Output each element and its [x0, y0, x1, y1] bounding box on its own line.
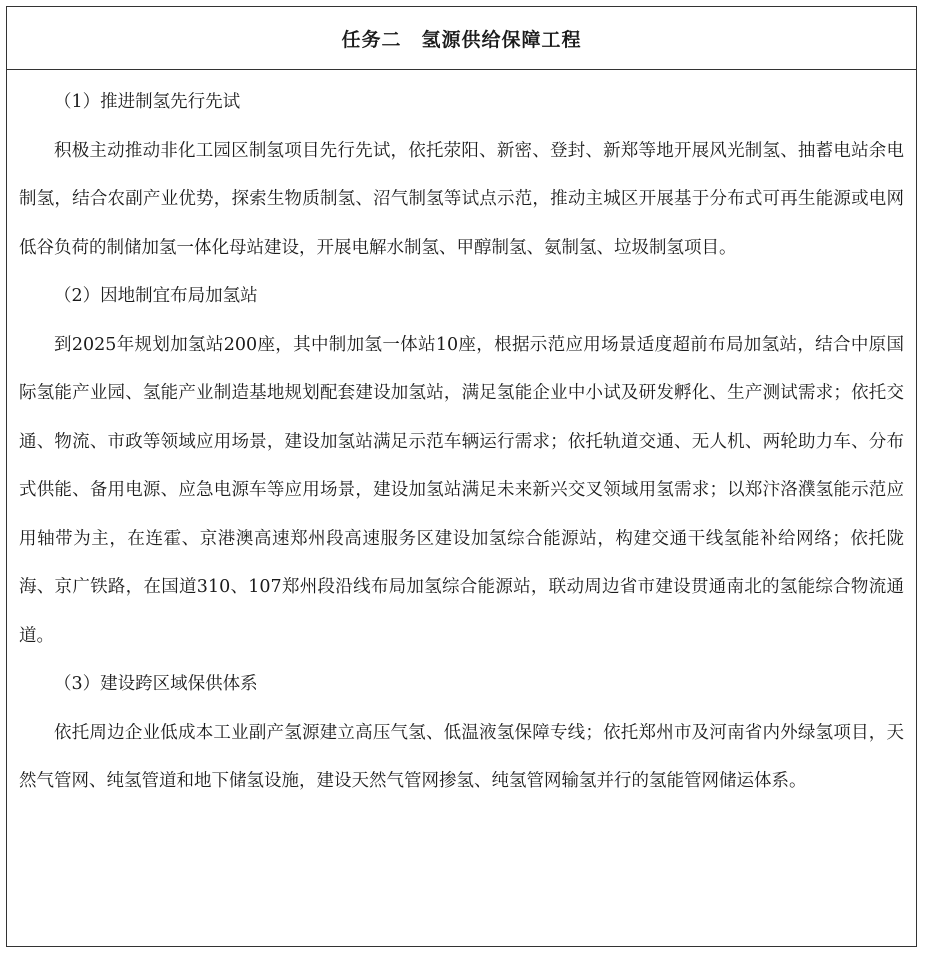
body-paragraph-1: 积极主动推动非化工园区制氢项目先行先试，依托荥阳、新密、登封、新郑等地开展风光制氢、抽蓄电站余电制氢，结合农副产业优势，探索生物质制氢、沼气制氢等试点示范，推动主城区开展基于分布式可再生能源或电网低谷负荷的制储加氢一体化母站建设，开展电解水制氢、甲醇制氢、氨制氢、垃圾制氢项目。 — [19, 140, 904, 258]
document-table — [6, 6, 917, 947]
title-row — [7, 7, 916, 70]
section-heading-3: （3）建设跨区域保供体系 — [54, 674, 258, 694]
document-title: 任务二 氢源供给保障工程 — [341, 28, 582, 51]
body-paragraph-2: 到2025年规划加氢站200座，其中制加氢一体站10座，根据示范应用场景适度超前布局加氢站，结合中原国际氢能产业园、氢能产业制造基地规划配套建设加氢站，满足氢能企业中小试及研发孵化、生产测试需求；依托交通、物流、市政等领域应用场景，建设加氢站满足示范车辆运行需求；依托轨道交通、无人机、两轮助力车、分布式供能、备用电源、应急电源车等应用场景，建设加氢站满足未来新兴交叉领域用氢需求；以郑汴洛濮氢能示范应用轴带为主，在连霍、京港澳高速郑州段高速服务区建设加氢综合能源站，构建交通干线氢能补给网络；依托陇海、京广铁路，在国道310、107郑州段沿线布局加氢综合能源站，联动周边省市建设贯通南北的氢能综合物流通道。 — [19, 334, 904, 646]
section-heading-1: （1）推进制氢先行先试 — [54, 92, 241, 112]
body-paragraph-3: 依托周边企业低成本工业副产氢源建立高压气氢、低温液氢保障专线；依托郑州市及河南省内外绿氢项目，天然气管网、纯氢管道和地下储氢设施，建设天然气管网掺氢、纯氢管网输氢并行的氢能管网储运体系。 — [19, 722, 904, 791]
section-heading-2: （2）因地制宜布局加氢站 — [54, 286, 258, 306]
document-body — [7, 70, 916, 806]
